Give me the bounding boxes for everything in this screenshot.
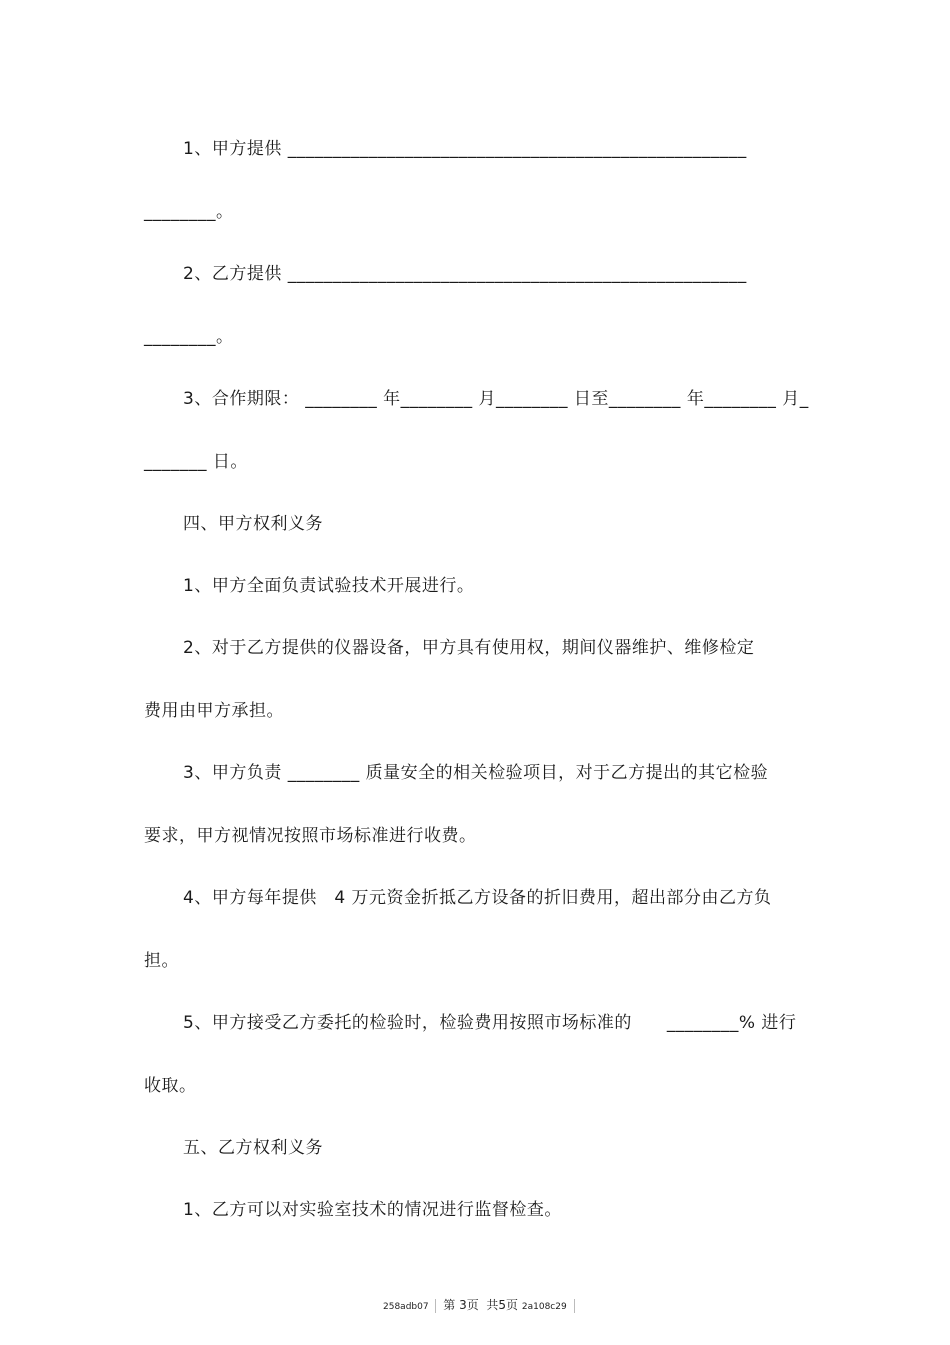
clause-1-party-a-provides: 1、甲方提供 ___________________________________________________: [183, 139, 747, 159]
page-footer: [383, 1296, 578, 1314]
section-4-item-4-continuation: 担。: [144, 951, 179, 971]
section-4-item-2: 2、对于乙方提供的仪器设备，甲方具有使用权，期间仪器维护、维修检定: [183, 638, 755, 658]
footer-page-total: 5: [498, 1298, 507, 1312]
clause-2-continuation: ________。: [144, 327, 234, 347]
section-5-heading: 五、乙方权利义务: [183, 1138, 323, 1158]
section-4-item-4: 4、甲方每年提供 4 万元资金折抵乙方设备的折旧费用，超出部分由乙方负: [183, 888, 772, 908]
footer-page-current: 3: [459, 1298, 467, 1312]
footer-divider-right: [574, 1299, 575, 1313]
section-4-item-3: 3、甲方负责 ________ 质量安全的相关检验项目，对于乙方提出的其它检验: [183, 763, 769, 783]
clause-3-cooperation-period: 3、合作期限： ________ 年________ 月________ 日至________ 年________ 月_: [183, 389, 809, 409]
clause-3-continuation: _______ 日。: [144, 452, 248, 472]
section-4-item-1: 1、甲方全面负责试验技术开展进行。: [183, 576, 475, 596]
footer-divider: [435, 1299, 436, 1313]
footer-left-code: 258adb07: [383, 1302, 429, 1312]
section-4-item-2-continuation: 费用由甲方承担。: [144, 701, 284, 721]
section-4-item-5: 5、甲方接受乙方委托的检验时，检验费用按照市场标准的 ________% 进行: [183, 1013, 797, 1033]
section-4-item-5-continuation: 收取。: [144, 1076, 197, 1096]
footer-total-suffix: 页: [506, 1298, 519, 1312]
clause-2-party-b-provides: 2、乙方提供 ___________________________________________________: [183, 264, 747, 284]
footer-right-code: 2a108c29: [521, 1302, 567, 1312]
clause-1-continuation: ________。: [144, 202, 234, 222]
footer-page-prefix: 第: [443, 1298, 456, 1312]
section-4-item-3-continuation: 要求，甲方视情况按照市场标准进行收费。: [144, 826, 477, 846]
footer-page-suffix: 页: [466, 1298, 479, 1312]
footer-total-prefix: 共: [486, 1298, 499, 1312]
section-5-item-1: 1、乙方可以对实验室技术的情况进行监督检查。: [183, 1200, 562, 1220]
section-4-heading: 四、甲方权利义务: [183, 514, 323, 534]
